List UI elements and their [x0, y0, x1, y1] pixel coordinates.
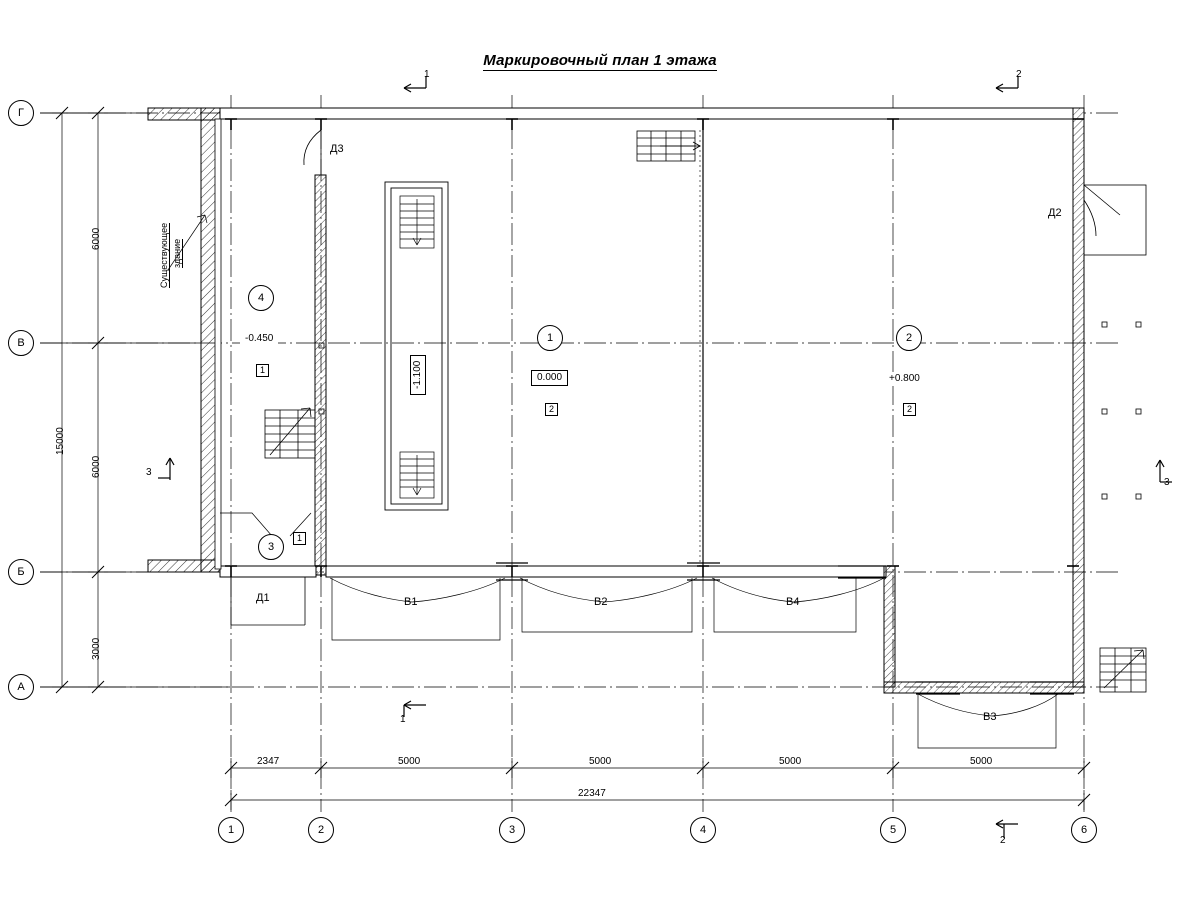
- room-note-3: 1: [293, 532, 306, 545]
- axis-label-g: Г: [8, 100, 34, 126]
- door-label-d3: Д3: [330, 143, 344, 155]
- axis-label-5: 5: [880, 817, 906, 843]
- existing-building-label-line2: здание: [172, 238, 182, 268]
- dimension-horizontal-5000-d: 5000: [970, 756, 993, 767]
- room-note-1: 2: [545, 403, 558, 416]
- dimension-horizontal-total: 22347: [578, 788, 606, 799]
- room-number-2: 2: [896, 325, 922, 351]
- section-mark-1-top: 1: [424, 69, 430, 80]
- room-elevation-1: 0.000: [531, 370, 568, 386]
- dimension-vertical-6000-top: 6000: [91, 227, 102, 250]
- dimension-horizontal-5000-a: 5000: [398, 756, 421, 767]
- dimension-vertical-3000: 3000: [91, 637, 102, 660]
- dimension-vertical-6000-bottom: 6000: [91, 455, 102, 478]
- axis-label-3: 3: [499, 817, 525, 843]
- room-note-2: 2: [903, 403, 916, 416]
- axis-label-2: 2: [308, 817, 334, 843]
- section-mark-1-bottom: 1: [400, 714, 406, 725]
- room-elevation-2: +0.800: [884, 372, 925, 386]
- dimension-horizontal-5000-c: 5000: [779, 756, 802, 767]
- axis-label-4: 4: [690, 817, 716, 843]
- window-label-v4: В4: [786, 596, 800, 608]
- dimension-horizontal-2347: 2347: [257, 756, 280, 767]
- window-label-v3: В3: [983, 711, 997, 723]
- existing-building-label-line1: Существующее: [159, 222, 169, 288]
- axis-label-1: 1: [218, 817, 244, 843]
- section-mark-2-top: 2: [1016, 69, 1022, 80]
- room-number-1: 1: [537, 325, 563, 351]
- window-label-v1: В1: [404, 596, 418, 608]
- section-mark-2-bottom: 2: [1000, 835, 1006, 846]
- axis-label-a: А: [8, 674, 34, 700]
- room-note-4: 1: [256, 364, 269, 377]
- section-mark-3-left: 3: [146, 467, 152, 478]
- room-elevation-4: -0.450: [240, 332, 278, 346]
- dimension-horizontal-5000-b: 5000: [589, 756, 612, 767]
- section-mark-3-right: 3: [1164, 477, 1170, 488]
- door-label-d2: Д2: [1048, 207, 1062, 219]
- pit-elevation: -1.100: [410, 355, 426, 395]
- drawing-title: Маркировочный план 1 этажа: [483, 52, 717, 69]
- door-label-d1: Д1: [256, 592, 270, 604]
- dimension-vertical-total: 15000: [55, 427, 66, 455]
- window-label-v2: В2: [594, 596, 608, 608]
- room-number-3: 3: [258, 534, 284, 560]
- room-number-4: 4: [248, 285, 274, 311]
- axis-label-6: 6: [1071, 817, 1097, 843]
- axis-label-v: В: [8, 330, 34, 356]
- axis-label-b: Б: [8, 559, 34, 585]
